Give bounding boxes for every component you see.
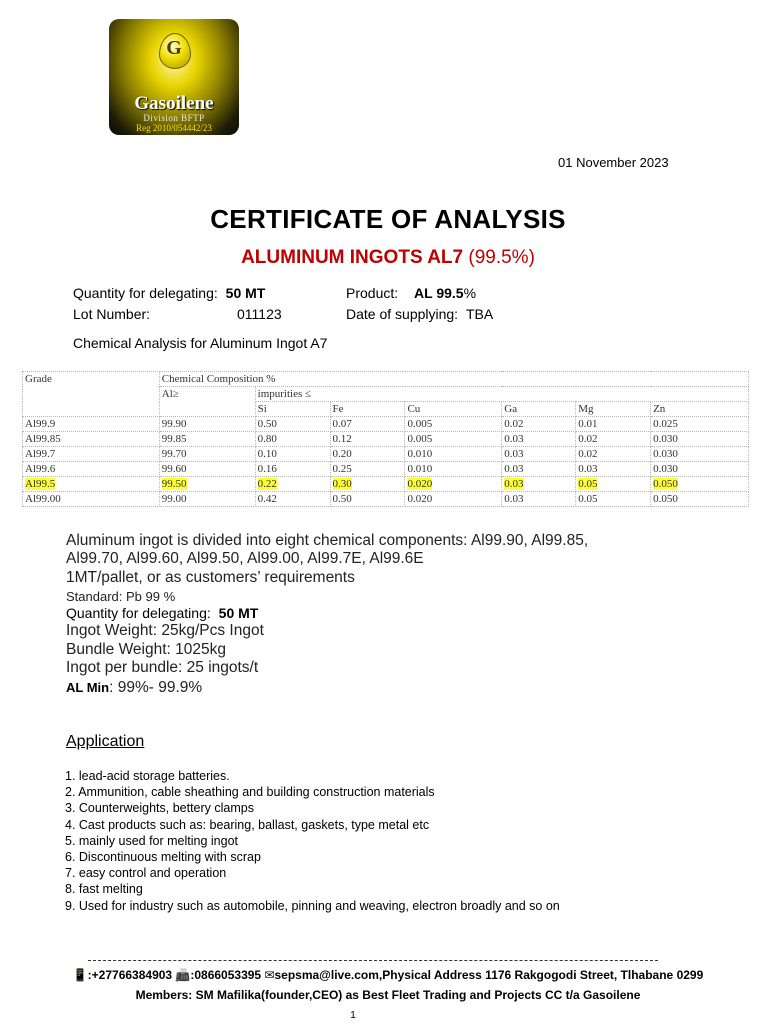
ingot-weight: Ingot Weight: 25kg/Pcs Ingot	[66, 622, 264, 639]
value-cell	[651, 447, 749, 462]
value-cell	[255, 447, 330, 462]
cell-text: 0.005	[407, 418, 433, 430]
value-cell	[159, 492, 255, 507]
footer-divider	[88, 960, 658, 961]
value-cell	[330, 432, 405, 447]
value-cell	[576, 492, 651, 507]
cell-text: Al99.5	[25, 478, 56, 490]
value-cell	[255, 432, 330, 447]
cell-text: 0.030	[653, 463, 678, 475]
value-cell	[159, 417, 255, 432]
cell-text: 0.010	[407, 448, 433, 460]
list-item: 3. Counterweights, bettery clamps	[65, 801, 254, 816]
cell-text: 0.80	[257, 433, 277, 445]
element-header: Ga	[502, 402, 576, 417]
value-cell	[330, 447, 405, 462]
grade-header: Grade	[23, 372, 160, 417]
cell-text: 0.030	[653, 448, 678, 460]
cell-text: 0.22	[257, 478, 277, 490]
cell-text: 0.03	[504, 448, 524, 460]
document-date: 01 November 2023	[558, 155, 669, 170]
list-item: 5. mainly used for melting ingot	[65, 833, 239, 848]
cell-text: 0.02	[504, 418, 524, 430]
page-number: 1	[350, 1010, 356, 1021]
value-cell	[502, 492, 576, 507]
cell-text: 99.85	[161, 433, 187, 445]
al-min-value: : 99%- 99.9%	[109, 679, 203, 696]
cell-text: 0.020	[407, 493, 433, 505]
cell-text: 0.03	[578, 463, 598, 475]
cell-text: 0.50	[332, 493, 352, 505]
qty-value: 50 MT	[225, 285, 266, 301]
element-header: Fe	[330, 402, 405, 417]
value-cell	[405, 477, 502, 492]
cell-text: 0.12	[332, 433, 352, 445]
footer-members: Members: SM Mafilika(founder,CEO) as Best Fleet Trading and Projects CC t/a Gasoilene	[135, 988, 641, 1002]
value-cell	[651, 462, 749, 477]
cell-text: 0.20	[332, 448, 352, 460]
lot-label: Lot Number:	[73, 306, 151, 322]
value-cell	[405, 447, 502, 462]
value-cell	[405, 462, 502, 477]
value-cell	[159, 462, 255, 477]
qty-line	[66, 605, 258, 621]
cell-text: 0.02	[578, 448, 598, 460]
cell-text: 99.90	[161, 418, 187, 430]
list-item: 8. fast melting	[65, 882, 143, 897]
document-title: CERTIFICATE OF ANALYSIS	[210, 204, 566, 234]
components-line-2: Al99.70, Al99.60, Al99.50, Al99.00, Al99.7E, Al99.6E	[66, 550, 424, 567]
value-cell	[159, 477, 255, 492]
cell-text: 0.42	[257, 493, 277, 505]
value-cell	[330, 477, 405, 492]
cell-text: 0.020	[407, 478, 433, 490]
value-cell	[576, 447, 651, 462]
cell-text: 0.030	[653, 433, 678, 445]
qty-line-label: Quantity for delegating:	[66, 605, 211, 621]
list-item: 2. Ammunition, cable sheathing and building construction materials	[65, 785, 435, 800]
table-header-row	[23, 372, 749, 387]
grade-cell	[23, 477, 160, 492]
table-row	[23, 432, 749, 447]
cell-text: 0.025	[653, 418, 678, 430]
value-cell	[502, 447, 576, 462]
phone-icon: 📱	[72, 968, 88, 982]
list-item: 4. Cast products such as: bearing, ballast, gaskets, type metal etc	[65, 817, 430, 832]
standard-line: Standard: Pb 99 %	[66, 589, 176, 604]
subtitle-plain: (99.5%)	[468, 247, 535, 268]
qty-label: Quantity for delegating:	[73, 285, 218, 301]
cell-text: 0.05	[578, 478, 598, 490]
supply-label: Date of supplying:	[346, 306, 459, 322]
value-cell	[255, 492, 330, 507]
cell-text: 0.01	[578, 418, 598, 430]
grade-cell	[23, 462, 160, 477]
value-cell	[576, 462, 651, 477]
value-cell	[255, 477, 330, 492]
product-suffix: %	[463, 285, 477, 301]
logo-reg: Reg 2010/054442/23	[136, 123, 212, 133]
value-cell	[159, 447, 255, 462]
impurities-header: impurities ≤	[255, 387, 748, 402]
ingot-per-bundle: Ingot per bundle: 25 ingots/t	[66, 659, 259, 676]
table-row	[23, 462, 749, 477]
cell-text: 0.03	[504, 463, 524, 475]
value-cell	[576, 432, 651, 447]
value-cell	[576, 417, 651, 432]
value-cell	[651, 417, 749, 432]
cell-text: Al99.85	[25, 433, 61, 445]
product-label: Product:	[346, 285, 399, 301]
value-cell	[651, 477, 749, 492]
logo-name: Gasoilene	[134, 93, 214, 114]
supply-value: TBA	[465, 306, 494, 322]
lot-value: 011123	[237, 306, 282, 322]
value-cell	[255, 462, 330, 477]
cell-text: 0.05	[578, 493, 598, 505]
cell-text: 99.70	[161, 448, 187, 460]
list-item: 7. easy control and operation	[65, 866, 227, 881]
subtitle-bold: ALUMINUM INGOTS AL7	[241, 247, 464, 268]
document-subtitle	[0, 247, 768, 269]
value-cell	[330, 417, 405, 432]
table-row	[23, 447, 749, 462]
cell-text: Al99.6	[25, 463, 56, 475]
value-cell	[330, 462, 405, 477]
value-cell	[651, 492, 749, 507]
value-cell	[405, 492, 502, 507]
qty-line-value: 50 MT	[218, 605, 259, 621]
cell-text: Al99.7	[25, 448, 56, 460]
composition-header: Chemical Composition %	[159, 372, 748, 387]
bundle-weight: Bundle Weight: 1025kg	[66, 641, 226, 658]
product-value: AL 99.5	[414, 285, 464, 301]
cell-text: 99.60	[161, 463, 187, 475]
al-header: Al≥	[159, 387, 255, 417]
element-header: Zn	[651, 402, 749, 417]
company-logo	[109, 19, 239, 135]
cell-text: 0.25	[332, 463, 352, 475]
cell-text: 0.050	[653, 493, 678, 505]
list-item: 6. Discontinuous melting with scrap	[65, 850, 261, 865]
logo-division: Division BFTP	[143, 113, 205, 123]
cell-text: 0.10	[257, 448, 277, 460]
analysis-title: Chemical Analysis for Aluminum Ingot A7	[73, 335, 328, 351]
value-cell	[502, 477, 576, 492]
value-cell	[576, 477, 651, 492]
grade-cell	[23, 492, 160, 507]
supply-info	[346, 306, 493, 322]
cell-text: Al99.00	[25, 493, 61, 505]
cell-text: 0.30	[332, 478, 352, 490]
components-line-1: Aluminum ingot is divided into eight chemical components: Al99.90, Al99.85,	[66, 532, 589, 549]
list-item: 1. lead-acid storage batteries.	[65, 769, 230, 783]
cell-text: 0.03	[504, 493, 524, 505]
cell-text: 0.50	[257, 418, 277, 430]
cell-text: 0.005	[407, 433, 433, 445]
al-min-label: AL Min	[66, 680, 110, 695]
grade-cell	[23, 447, 160, 462]
cell-text: Al99.9	[25, 418, 56, 430]
pallet-line: 1MT/pallet, or as customers’ requirements	[66, 569, 355, 586]
cell-text: 99.00	[161, 493, 187, 505]
list-item: 9. Used for industry such as automobile, pinning and weaving, electron broadly and so on	[65, 898, 560, 913]
element-header: Si	[255, 402, 330, 417]
product-info	[346, 285, 476, 301]
cell-text: 0.02	[578, 433, 598, 445]
footer-contact-text: :+27766384903 📠:0866053395 ✉sepsma@live.com,Physical Address 1176 Rakgogodi Street, Tlhabane 0299	[87, 968, 704, 982]
al-min-line	[66, 679, 202, 697]
table-row	[23, 417, 749, 432]
value-cell	[651, 432, 749, 447]
value-cell	[502, 417, 576, 432]
value-cell	[255, 417, 330, 432]
element-header: Cu	[405, 402, 502, 417]
value-cell	[502, 432, 576, 447]
logo-letter: G	[166, 37, 182, 59]
grade-cell	[23, 417, 160, 432]
cell-text: 0.050	[653, 478, 678, 490]
element-header: Mg	[576, 402, 651, 417]
value-cell	[159, 432, 255, 447]
cell-text: 0.16	[257, 463, 277, 475]
chemical-composition-table	[22, 371, 749, 507]
application-heading: Application	[66, 733, 145, 750]
value-cell	[502, 462, 576, 477]
application-list	[65, 768, 560, 914]
value-cell	[405, 432, 502, 447]
value-cell	[405, 417, 502, 432]
qty-info	[73, 285, 265, 301]
cell-text: 99.50	[161, 478, 187, 490]
footer-contact	[0, 968, 768, 982]
cell-text: 0.07	[332, 418, 352, 430]
cell-text: 0.010	[407, 463, 433, 475]
grade-cell	[23, 432, 160, 447]
cell-text: 0.03	[504, 478, 524, 490]
value-cell	[330, 492, 405, 507]
table-row	[23, 492, 749, 507]
cell-text: 0.03	[504, 433, 524, 445]
table-row	[23, 477, 749, 492]
